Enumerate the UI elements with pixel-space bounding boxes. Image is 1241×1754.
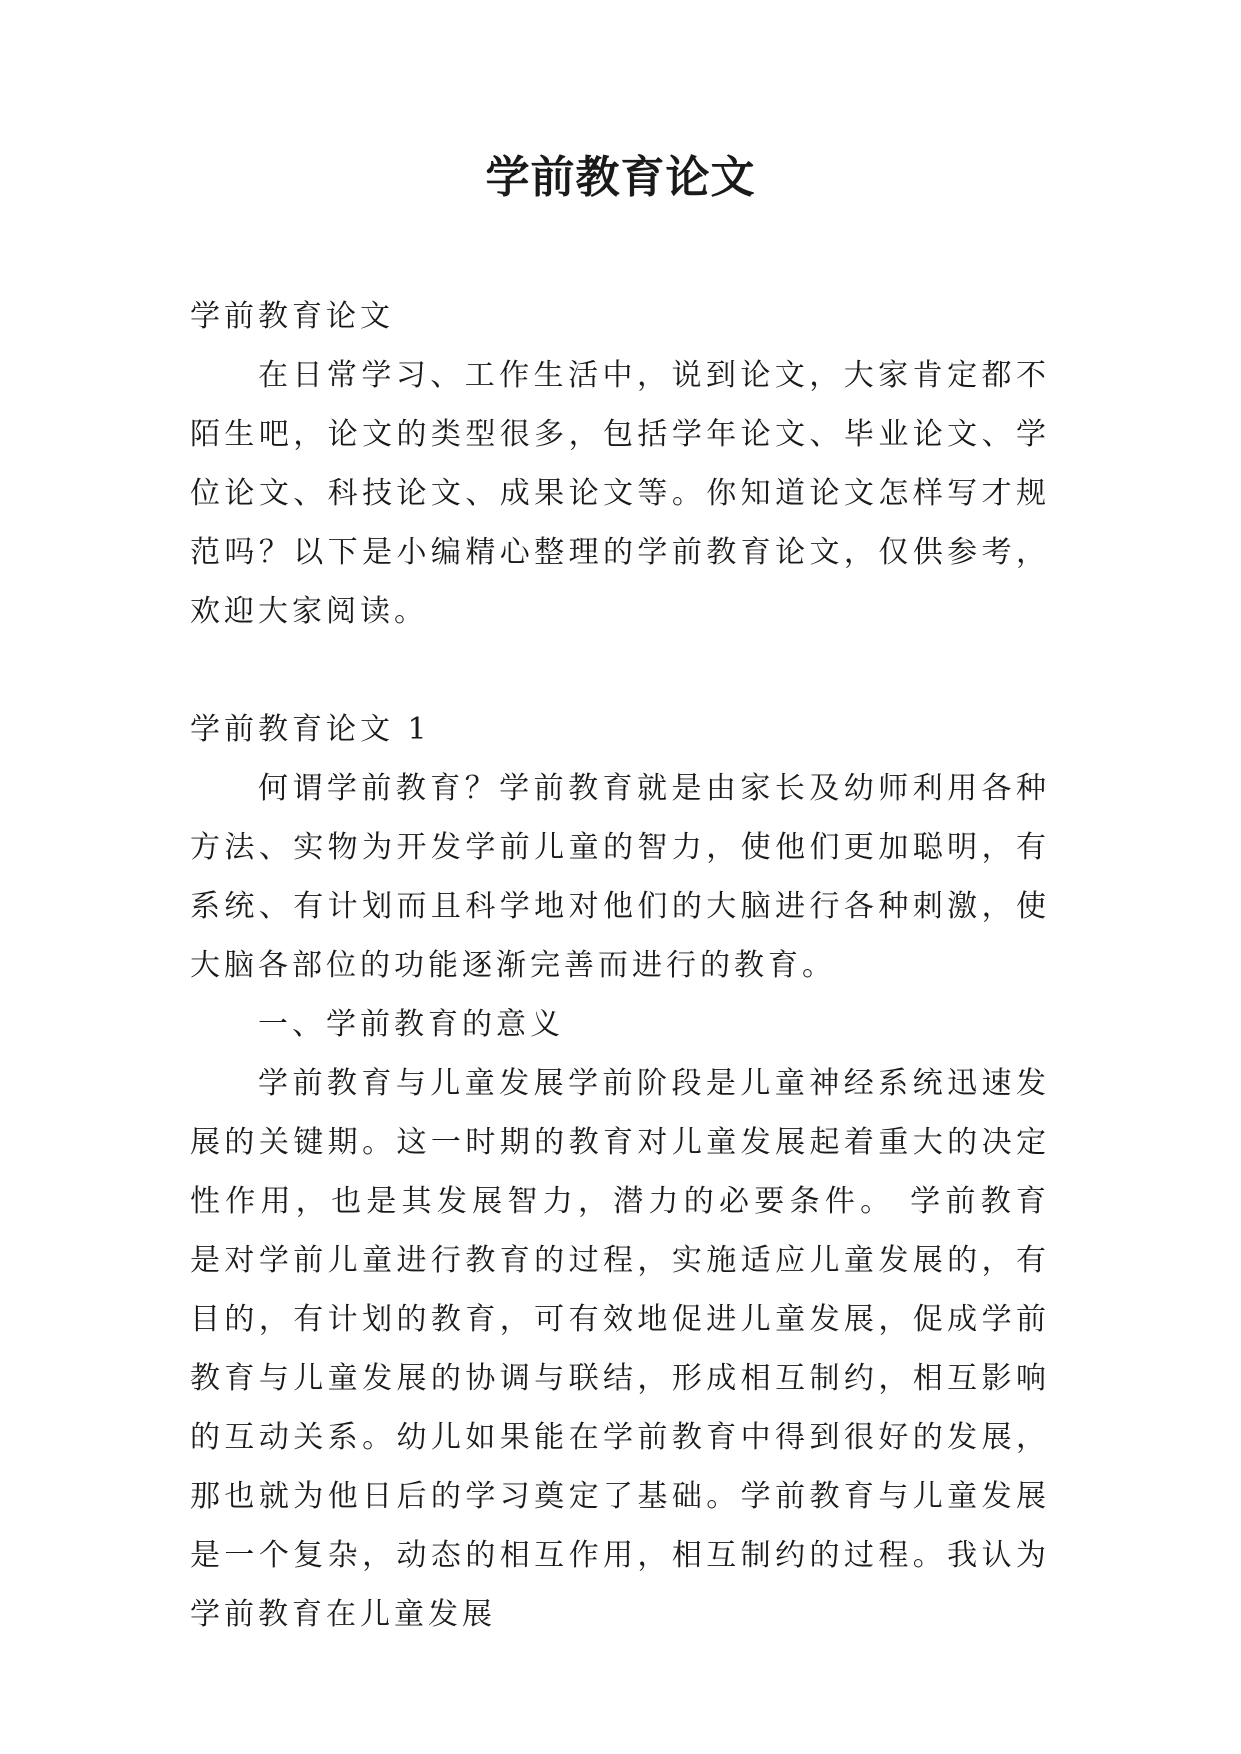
document-body: [190, 287, 1050, 1644]
section-heading: 学前教育论文 1: [190, 712, 431, 747]
intro-heading: 学前教育论文: [190, 299, 394, 334]
document-title: 学前教育论文: [485, 152, 756, 203]
intro-paragraph: 在日常学习、工作生活中，说到论文，大家肯定都不陌生吧，论文的类型很多，包括学年论文、毕业论文、学位论文、科技论文、成果论文等。你知道论文怎样写才规范吗？以下是小编精心整理的学前教育论文，仅供参考，欢迎大家阅读。: [190, 358, 1050, 629]
blank-line: [190, 641, 1050, 700]
section-paragraph-development: 学前教育与儿童发展学前阶段是儿童神经系统迅速发展的关键期。这一时期的教育对儿童发展起着重大的决定性作用，也是其发展智力，潜力的必要条件。 学前教育是对学前儿童进行教育的过程，实施适应儿童发展的，有目的，有计划的教育，可有效地促进儿童发展，促成学前教育与儿童发展的协调与联结，形成相互制约，相互影响的互动关系。幼儿如果能在学前教育中得到很好的发展，那也就为他日后的学习奠定了基础。学前教育与儿童发展是一个复杂，动态的相互作用，相互制约的过程。我认为学前教育在儿童发展: [190, 1066, 1050, 1632]
section-paragraph-definition: 何谓学前教育？学前教育就是由家长及幼师利用各种方法、实物为开发学前儿童的智力，使他们更加聪明，有系统、有计划而且科学地对他们的大脑进行各种刺激，使大脑各部位的功能逐渐完善而进行的教育。: [190, 771, 1050, 983]
subheading-significance: 一、学前教育的意义: [258, 1007, 564, 1042]
